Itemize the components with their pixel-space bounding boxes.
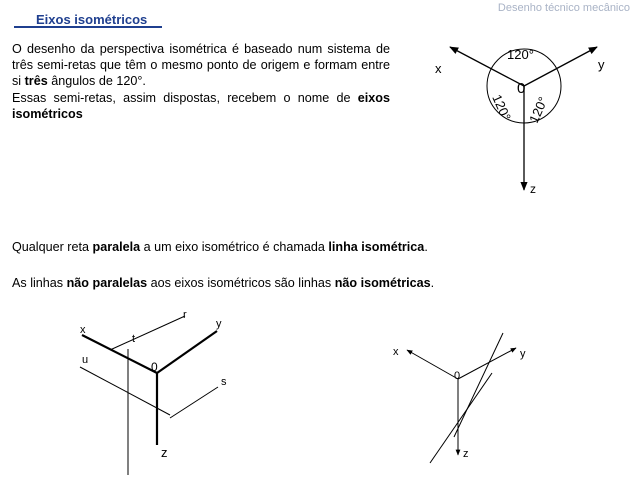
line1-text-a: Qualquer reta	[12, 240, 93, 254]
x-label: x	[393, 346, 399, 358]
x-axis-line	[82, 335, 157, 373]
x-axis-label: x	[435, 61, 442, 76]
x-label: x	[80, 324, 86, 336]
intro-text-2: Essas semi-retas, assim dispostas, recebem o nome de	[12, 90, 358, 105]
line1-text-e: .	[424, 240, 428, 254]
line2-bold-nao-paralelas: não paralelas	[66, 276, 148, 290]
z-label: z	[161, 445, 168, 460]
u-label: u	[82, 354, 89, 366]
non-isometric-line-2	[430, 373, 492, 463]
intro-text-1: O desenho da perspectiva isométrica é baseado num sistema de três semi-retas que têm o mesmo ponto de origem e formam entre si	[12, 42, 390, 89]
isometric-line-definition	[12, 240, 428, 254]
angle-label-left: 120°	[489, 92, 514, 123]
y-label: y	[520, 348, 526, 360]
isometric-axes-diagram	[425, 35, 625, 205]
line2-text-e: .	[430, 276, 435, 290]
angle-label-right: 120°	[526, 94, 551, 126]
intro-paragraph	[12, 41, 390, 122]
angle-label-top: 120°	[507, 47, 534, 62]
line2-text-a: As linhas	[12, 276, 67, 290]
s-label: s	[221, 376, 227, 388]
origin-label: 0	[517, 80, 526, 97]
x-axis-line	[407, 350, 458, 379]
course-name: Desenho técnico mecânico	[497, 2, 630, 14]
y-axis-line	[157, 331, 217, 373]
y-label: y	[216, 318, 222, 330]
t-label: t	[132, 333, 136, 345]
z-axis-label: z	[530, 182, 536, 196]
line2-bold-nao-isometricas: não isométricas	[334, 276, 431, 290]
intro-bold-eixos: eixos isométricos	[12, 90, 390, 121]
origin-label: 0	[454, 370, 461, 382]
intro-text-1-end: ângulos de 120°.	[47, 74, 146, 89]
r-label: r	[183, 309, 187, 321]
origin-label: 0	[151, 360, 158, 374]
line1-bold-linha-isometrica: linha isométrica	[328, 240, 425, 254]
y-axis-label: y	[598, 57, 605, 72]
non-isometric-line-definition	[12, 276, 434, 290]
intro-bold-tres: três	[24, 74, 48, 89]
y-axis-line	[458, 348, 516, 379]
non-isometric-line-1	[454, 333, 503, 437]
z-label: z	[463, 448, 469, 460]
line1-text-c: a um eixo isométrico é chamada	[140, 240, 329, 254]
line1-bold-paralela: paralela	[92, 240, 141, 254]
line-r	[110, 316, 185, 350]
line2-text-c: aos eixos isométricos são linhas	[147, 276, 335, 290]
line-s	[170, 387, 218, 418]
page-title: Eixos isométricos	[36, 12, 148, 27]
isometric-lines-diagram	[70, 305, 270, 475]
non-isometric-lines-diagram	[390, 315, 550, 465]
